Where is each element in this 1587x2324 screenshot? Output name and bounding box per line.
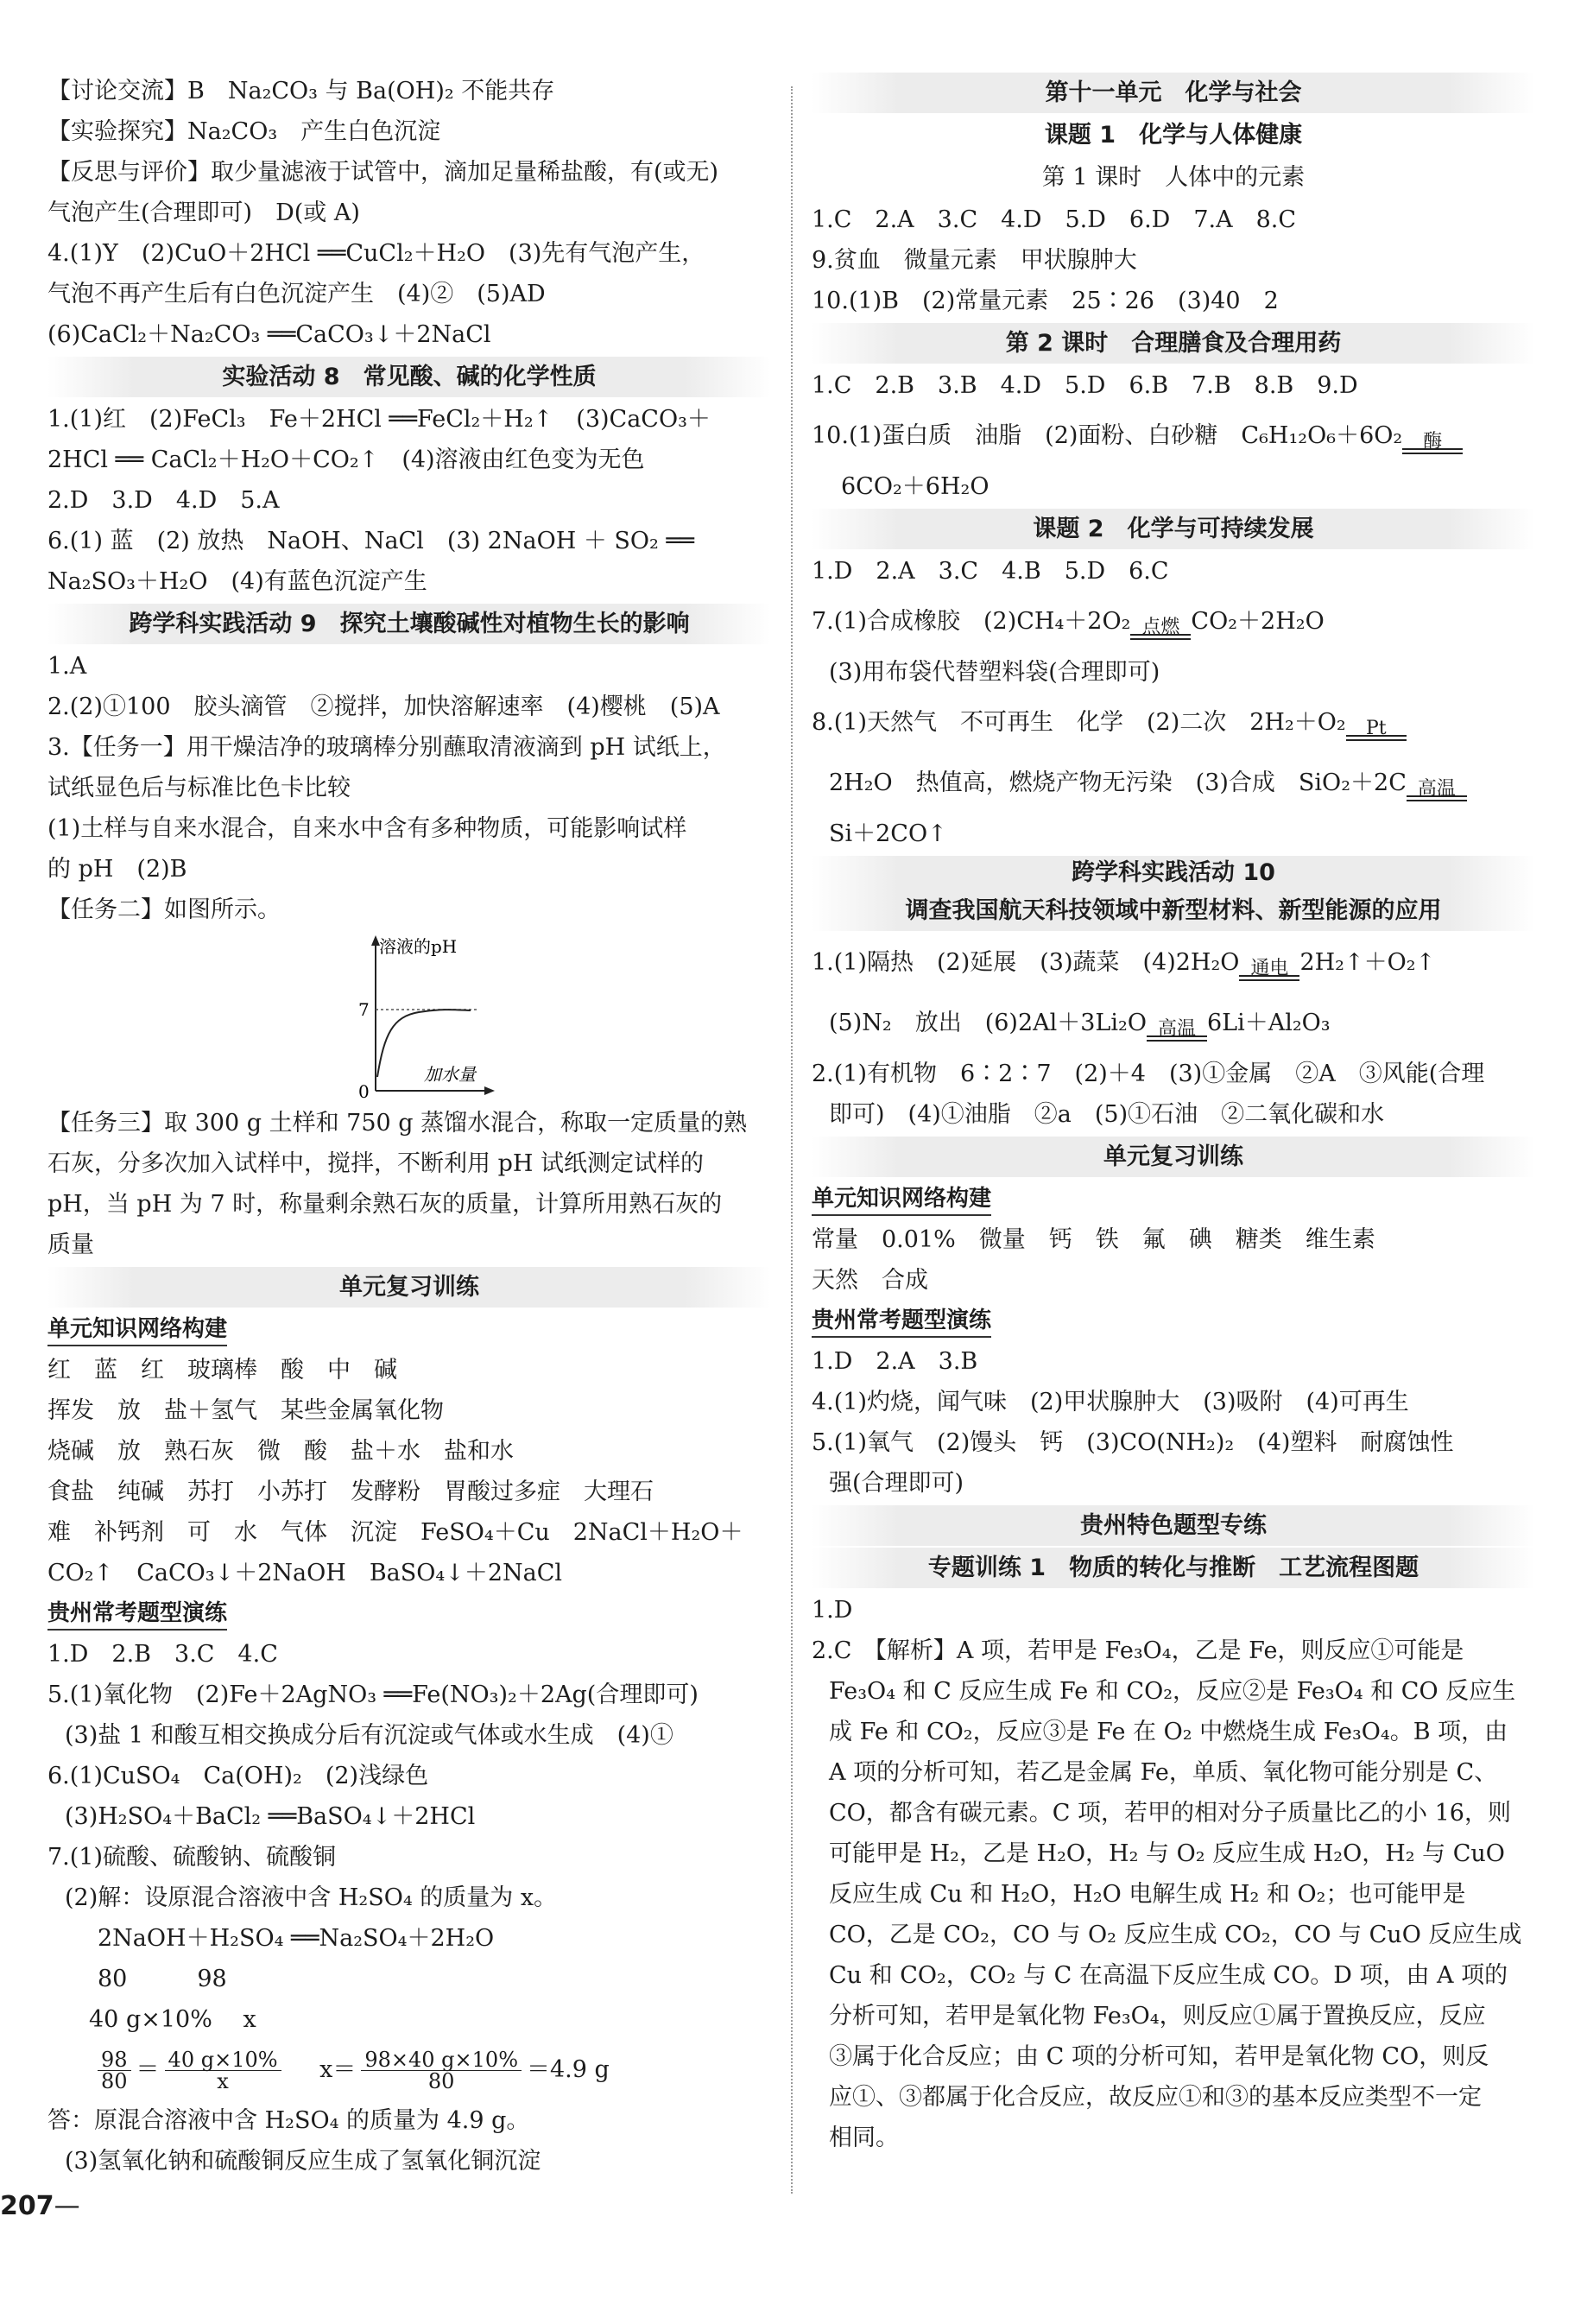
- left-column: [47, 71, 771, 2182]
- column-divider: [791, 86, 793, 2194]
- page-number: [0, 2191, 80, 2221]
- answer-text: CO₂＋2H₂O: [1191, 608, 1325, 635]
- right-column: [812, 71, 1535, 2158]
- answer-line: 1.D 2.A 3.B: [812, 1348, 978, 1375]
- chart-xlabel: 加水量: [424, 1064, 476, 1085]
- answer-line: 1.D 2.B 3.C 4.C: [47, 1641, 278, 1668]
- answer-line: 1.A: [47, 653, 87, 680]
- answer-line: 的 pH (2)B: [47, 856, 187, 883]
- answer-line: [812, 993, 1535, 1054]
- answer-line: 【任务三】取 300 g 土样和 750 g 蒸馏水混合，称取一定质量的熟: [47, 1110, 748, 1137]
- answer-line: 挥发 放 盐＋氢气 某些金属氧化物: [47, 1397, 444, 1424]
- reaction-condition: 高温: [1147, 1035, 1207, 1054]
- answer-line: 强(合理即可): [829, 1470, 964, 1497]
- answer-line: 2.(1)有机物 6∶2∶7 (2)＋4 (3)①金属 ②A ③风能(合理: [812, 1061, 1485, 1087]
- answer-line: (1)土样与自来水混合，自来水中含有多种物质，可能影响试样: [47, 815, 687, 842]
- answer-line: 【实验探究】Na₂CO₃ 产生白色沉淀: [47, 118, 441, 145]
- answer-line: 即可) (4)①油脂 ②a (5)①石油 ②二氧化碳和水: [829, 1101, 1385, 1128]
- answer-line: 【讨论交流】B Na₂CO₃ 与 Ba(OH)₂ 不能共存: [47, 78, 555, 104]
- top-answers: [47, 71, 771, 355]
- equation-quantities: 40 g×10% x: [89, 2006, 256, 2033]
- reaction-condition: 点燃: [1130, 634, 1191, 652]
- fraction: $\frac{98\times 40 g\times 10\%}{80}$: [361, 2049, 522, 2092]
- answer-line: (3)用布袋代替塑料袋(合理即可): [829, 659, 1160, 686]
- answer-line: 天然 合成: [812, 1267, 928, 1294]
- answer-line: 可能甲是 H₂，乙是 H₂O，H₂ 与 O₂ 反应生成 H₂O，H₂ 与 CuO: [829, 1840, 1505, 1867]
- answer-line: [812, 753, 1535, 814]
- answer-line: Si＋2CO↑: [829, 820, 947, 847]
- x-equals: x＝: [319, 2056, 357, 2083]
- answer-text: 7.(1)合成橡胶 (2)CH₄＋2O₂: [812, 608, 1131, 635]
- activity-10-subtitle: 调查我国航天科技领域中新型材料、新型能源的应用: [812, 890, 1535, 931]
- answer-line: 成 Fe 和 CO₂，反应③是 Fe 在 O₂ 中燃烧生成 Fe₃O₄。B 项，由: [829, 1719, 1508, 1745]
- reaction-condition: 酶: [1402, 448, 1463, 466]
- equation-masses: 80 98: [98, 1966, 227, 1992]
- answer-line: 答：原混合溶液中含 H₂SO₄ 的质量为 4.9 g。: [47, 2107, 530, 2134]
- answer-line: 反应生成 Cu 和 H₂O，H₂O 电解生成 H₂ 和 O₂；也可能甲是: [829, 1881, 1466, 1908]
- answer-line: 烧碱 放 熟石灰 微 酸 盐＋水 盐和水: [47, 1438, 514, 1465]
- subsection-guizhou-practice: [812, 1301, 1535, 1341]
- answer-line: 相同。: [829, 2125, 899, 2151]
- answer-line: 4.(1)Y (2)CuO＋2HCl ══CuCl₂＋H₂O (3)先有气泡产生，: [47, 240, 705, 267]
- answer-line: (3)氢氧化钠和硫酸铜反应生成了氢氧化铜沉淀: [65, 2148, 541, 2175]
- answer-line: 常量 0.01% 微量 钙 铁 氟 碘 糖类 维生素: [812, 1226, 1375, 1253]
- answer-text: 2H₂↑＋O₂↑: [1299, 949, 1436, 976]
- subsection-guizhou-practice: [47, 1593, 771, 1634]
- answer-line: pH，当 pH 为 7 时，称量剩余熟石灰的质量，计算所用熟石灰的: [47, 1191, 723, 1218]
- fraction: $\frac{98}{80}$: [98, 2049, 131, 2092]
- section-title-unit-review: 单元复习训练: [47, 1267, 771, 1308]
- answer-line: 2.C 【解析】A 项，若甲是 Fe₃O₄，乙是 Fe，则反应①可能是: [812, 1637, 1464, 1664]
- subsection-label: 单元知识网络构建: [47, 1316, 227, 1346]
- subsection-label: 贵州常考题型演练: [812, 1308, 991, 1338]
- topic-1-title: 专题训练 1 物质的转化与推断 工艺流程图题: [812, 1548, 1535, 1588]
- answer-line: 食盐 纯碱 苏打 小苏打 发酵粉 胃酸过多症 大理石: [47, 1479, 654, 1505]
- reaction-condition: Pt: [1346, 735, 1407, 753]
- answer-line: 6.(1) 蓝 (2) 放热 NaOH、NaCl (3) 2NaOH ＋ SO₂ ══: [47, 528, 694, 554]
- answer-line: 2.(2)①100 胶头滴管 ②搅拌，加快溶解速率 (4)樱桃 (5)A: [47, 693, 720, 720]
- answer-line: (3)盐 1 和酸互相交换成分后有沉淀或气体或水生成 (4)①: [65, 1722, 673, 1749]
- subsection-label: 单元知识网络构建: [812, 1186, 991, 1216]
- answer-line: (2)解：设原混合溶液中含 H₂SO₄ 的质量为 x。: [65, 1884, 558, 1911]
- answer-line: [812, 933, 1535, 993]
- answer-line: 1.D 2.A 3.C 4.B 5.D 6.C: [812, 558, 1169, 585]
- answer-line: 10.(1)B (2)常量元素 25∶26 (3)40 2: [812, 288, 1279, 314]
- answer-line: 4.(1)灼烧，闻气味 (2)甲状腺肿大 (3)吸附 (4)可再生: [812, 1389, 1409, 1415]
- lesson-1-title: 课题 1 化学与人体健康: [1044, 122, 1303, 149]
- answer-line: (3)H₂SO₄＋BaCl₂ ══BaSO₄↓＋2HCl: [65, 1803, 476, 1830]
- answer-line: Fe₃O₄ 和 C 反应生成 Fe 和 CO₂，反应②是 Fe₃O₄ 和 CO 反应生: [829, 1678, 1516, 1705]
- page-number-dash: —: [54, 2191, 80, 2221]
- answer-line: Cu 和 CO₂，CO₂ 与 C 在高温下反应生成 CO。D 项，由 A 项的: [829, 1962, 1508, 1989]
- section-title-activity-8: 实验活动 8 常见酸、碱的化学性质: [47, 357, 771, 397]
- answer-line: ③属于化合反应；由 C 项的分析可知，若甲是氧化物 CO，则反: [829, 2043, 1489, 2070]
- answer-line: 石灰，分多次加入试样中，搅拌，不断利用 pH 试纸测定试样的: [47, 1150, 704, 1177]
- answer-line: [812, 406, 1535, 466]
- subsection-label: 贵州常考题型演练: [47, 1600, 227, 1631]
- answer-text: 2H₂O 热值高，燃烧产物无污染 (3)合成 SiO₂＋2C: [829, 769, 1407, 796]
- reaction-condition: 通电: [1239, 975, 1299, 993]
- answer-line: A 项的分析可知，若乙是金属 Fe，单质、氧化物可能分别是 C、: [829, 1759, 1498, 1786]
- equation-line: 2NaOH＋H₂SO₄ ══Na₂SO₄＋2H₂O: [98, 1925, 495, 1952]
- subsection-knowledge-network: [47, 1309, 771, 1350]
- answer-line: 气泡不再产生后有白色沉淀产生 (4)② (5)AD: [47, 281, 546, 307]
- answer-line: 9.贫血 微量元素 甲状腺肿大: [812, 247, 1137, 274]
- answer-line: 5.(1)氧化物 (2)Fe＋2AgNO₃ ══Fe(NO₃)₂＋2Ag(合理即可): [47, 1681, 699, 1708]
- chart-origin: 0: [358, 1081, 370, 1102]
- chart-ylabel: 溶液的pH: [379, 936, 458, 957]
- page-number-value: 207: [0, 2191, 54, 2221]
- answer-line: 2.D 3.D 4.D 5.A: [47, 487, 280, 514]
- answer-line: 1.C 2.B 3.B 4.D 5.D 6.B 7.B 8.B 9.D: [812, 372, 1358, 399]
- answer-line: CO，都含有碳元素。C 项，若甲的相对分子质量比乙的小 16，则: [829, 1800, 1511, 1827]
- period-2-title: 第 2 课时 合理膳食及合理用药: [812, 323, 1535, 364]
- answer-line: 6.(1)CuSO₄ Ca(OH)₂ (2)浅绿色: [47, 1763, 429, 1789]
- answer-line: 【任务二】如图所示。: [47, 896, 281, 923]
- ph-curve-figure: [47, 930, 771, 1103]
- answer-line: 1.D: [812, 1597, 853, 1624]
- ph-curve-svg: [332, 930, 505, 1103]
- section-title-activity-9: 跨学科实践活动 9 探究土壤酸碱性对植物生长的影响: [47, 604, 771, 644]
- answer-line: [812, 693, 1535, 753]
- answer-line: Na₂SO₃＋H₂O (4)有蓝色沉淀产生: [47, 568, 427, 595]
- answer-line: 应①、③都属于化合反应，故反应①和③的基本反应类型不一定: [829, 2084, 1482, 2111]
- answer-line: 6CO₂＋6H₂O: [841, 473, 990, 500]
- special-practice-title: 贵州特色题型专练: [812, 1505, 1535, 1546]
- answer-line: 【反思与评价】取少量滤液于试管中，滴加足量稀盐酸，有(或无): [47, 159, 719, 186]
- answer-text: 8.(1)天然气 不可再生 化学 (2)二次 2H₂＋O₂: [812, 709, 1346, 736]
- x-axis-arrow: [484, 1086, 495, 1095]
- answer-line: 5.(1)氧气 (2)馒头 钙 (3)CO(NH₂)₂ (4)塑料 耐腐蚀性: [812, 1429, 1454, 1456]
- answer-line: 试纸显色后与标准比色卡比较: [47, 775, 351, 801]
- answer-line: 3.【任务一】用干燥洁净的玻璃棒分别蘸取清液滴到 pH 试纸上，: [47, 734, 726, 761]
- answer-line: 1.C 2.A 3.C 4.D 5.D 6.D 7.A 8.C: [812, 206, 1297, 233]
- answer-line: (6)CaCl₂＋Na₂CO₃ ══CaCO₃↓＋2NaCl: [47, 321, 491, 348]
- answer-line: 7.(1)硫酸、硫酸钠、硫酸铜: [47, 1844, 337, 1871]
- answer-text: 10.(1)蛋白质 油脂 (2)面粉、白砂糖 C₆H₁₂O₆＋6O₂: [812, 422, 1403, 449]
- calc-result: ＝4.9 g: [527, 2056, 610, 2083]
- answer-line: CO₂↑ CaCO₃↓＋2NaOH BaSO₄↓＋2NaCl: [47, 1560, 563, 1586]
- answer-line: 气泡产生(合理即可) D(或 A): [47, 199, 360, 226]
- section-title-unit-review: 单元复习训练: [812, 1137, 1535, 1177]
- answer-line: 2HCl ══ CaCl₂＋H₂O＋CO₂↑ (4)溶液由红色变为无色: [47, 446, 645, 473]
- proportion-calculation: $\frac{98}{80}$ ＝ $\frac{40 g\times 10\%}{x}$ x＝ $\frac{98\times 40 g\times 10\%}{80}$ ＝4.9 g: [47, 2040, 771, 2100]
- answer-line: 红 蓝 红 玻璃棒 酸 中 碱: [47, 1357, 397, 1384]
- answer-line: [812, 592, 1535, 652]
- answer-text: 6Li＋Al₂O₃: [1206, 1010, 1331, 1036]
- answer-line: 1.(1)红 (2)FeCl₃ Fe＋2HCl ══FeCl₂＋H₂↑ (3)CaCO₃＋: [47, 406, 711, 433]
- answer-text: 1.(1)隔热 (2)延展 (3)蔬菜 (4)2H₂O: [812, 949, 1240, 976]
- reaction-condition: 高温: [1407, 795, 1467, 814]
- lesson-2-title: 课题 2 化学与可持续发展: [812, 509, 1535, 549]
- answer-line: 分析可知，若甲是氧化物 Fe₃O₄，则反应①属于置换反应，反应: [829, 2003, 1486, 2030]
- activity-10-title: 跨学科实践活动 10: [812, 856, 1535, 890]
- unit-title: 第十一单元 化学与社会: [812, 73, 1535, 113]
- chart-ytick-7: 7: [358, 999, 370, 1020]
- answer-line: CO，乙是 CO₂，CO 与 O₂ 反应生成 CO₂，CO 与 CuO 反应生成: [829, 1922, 1522, 1948]
- fraction: $\frac{40 g\times 10\%}{x}$: [165, 2049, 281, 2092]
- answer-line: 质量: [47, 1232, 94, 1258]
- subsection-knowledge-network: [812, 1179, 1535, 1219]
- period-1-title: 第 1 课时 人体中的元素: [1041, 164, 1306, 191]
- answer-text: (5)N₂ 放出 (6)2Al＋3Li₂O: [829, 1010, 1147, 1036]
- answer-line: 难 补钙剂 可 水 气体 沉淀 FeSO₄＋Cu 2NaCl＋H₂O＋: [47, 1519, 743, 1546]
